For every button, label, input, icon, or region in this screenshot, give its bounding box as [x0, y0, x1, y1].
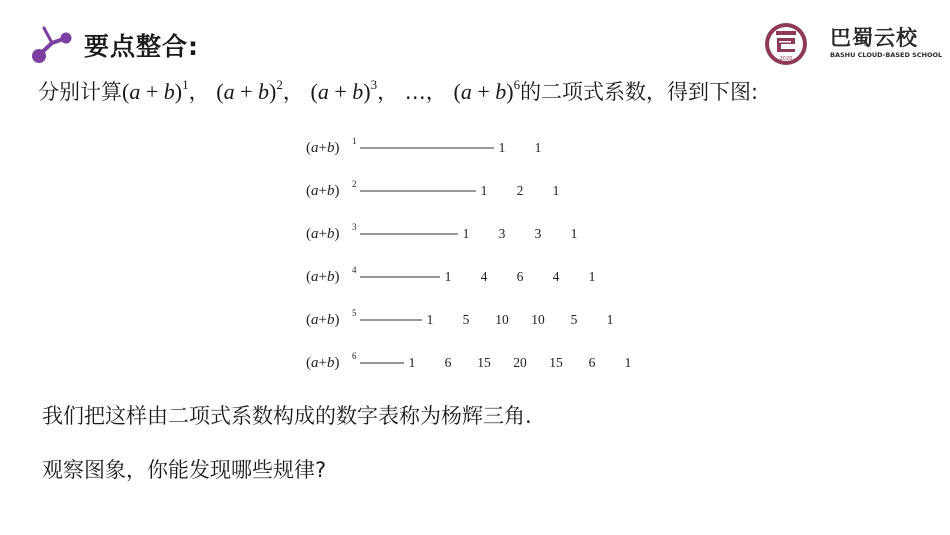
- coefficient: 6: [588, 355, 596, 370]
- coefficient: 15: [477, 355, 491, 370]
- coefficient: 3: [534, 226, 542, 241]
- coefficient: 1: [498, 140, 506, 155]
- coefficient: 10: [531, 312, 545, 327]
- coefficient: 2: [516, 183, 524, 198]
- row-exponent: 1: [352, 136, 357, 146]
- section-title: 要点整合:: [84, 32, 199, 61]
- row-exponent: 4: [352, 265, 357, 275]
- coefficient: 6: [516, 269, 524, 284]
- intro-ellipsis: …，: [404, 80, 447, 104]
- coefficient: 4: [552, 269, 560, 284]
- coefficient: 3: [498, 226, 506, 241]
- logo-name-en: BASHU CLOUD-BASED SCHOOL: [830, 51, 943, 59]
- coefficient: 1: [624, 355, 632, 370]
- row-expression-label: (a+b): [306, 183, 340, 199]
- statement-text: 我们把这样由二项式系数构成的数字表称为杨辉三角.: [42, 404, 532, 428]
- coefficient: 10: [495, 312, 509, 327]
- coefficient: 1: [606, 312, 614, 327]
- coefficient: 4: [480, 269, 488, 284]
- coefficient: 20: [513, 355, 527, 370]
- coefficient: 1: [570, 226, 578, 241]
- coefficient: 1: [588, 269, 596, 284]
- coefficient: 1: [534, 140, 542, 155]
- row-expression-label: (a+b): [306, 226, 340, 242]
- expr-power-3: $(a + b)^3$: [310, 77, 378, 104]
- coefficient: 1: [462, 226, 470, 241]
- row-exponent: 2: [352, 179, 357, 189]
- row-expression-label: (a+b): [306, 140, 340, 156]
- coefficient: 5: [462, 312, 470, 327]
- emblem-year: 2020: [779, 56, 793, 62]
- row-expression-label: (a+b): [306, 269, 340, 285]
- row-expression-label: (a+b): [306, 312, 340, 328]
- row-expression-label: (a+b): [306, 355, 340, 371]
- coefficient: 1: [408, 355, 416, 370]
- coefficient: 1: [480, 183, 488, 198]
- logo-name-cn: 巴蜀云校: [830, 25, 918, 50]
- row-exponent: 6: [352, 351, 357, 361]
- intro-suffix: 的二项式系数，得到下图:: [520, 80, 759, 104]
- row-exponent: 5: [352, 308, 357, 318]
- coefficient: 5: [570, 312, 578, 327]
- coefficient: 1: [444, 269, 452, 284]
- coefficient: 6: [444, 355, 452, 370]
- question-text: 观察图象，你能发现哪些规律?: [42, 458, 327, 482]
- expr-power-2: $(a + b)^2$: [216, 77, 283, 104]
- expr-power-1: $(a + b)^1$: [122, 77, 189, 104]
- coefficient: 1: [552, 183, 560, 198]
- coefficient: 1: [426, 312, 434, 327]
- row-exponent: 3: [352, 222, 357, 232]
- intro-line: 分别计算$(a + b)^1$， $(a + b)^2$， $(a + b)^3$， …， $(a + b)^6$的二项式系数，得到下图:: [38, 77, 759, 104]
- expr-power-6: $(a + b)^6$: [453, 77, 521, 104]
- intro-prefix: 分别计算: [38, 80, 122, 104]
- coefficient: 15: [549, 355, 563, 370]
